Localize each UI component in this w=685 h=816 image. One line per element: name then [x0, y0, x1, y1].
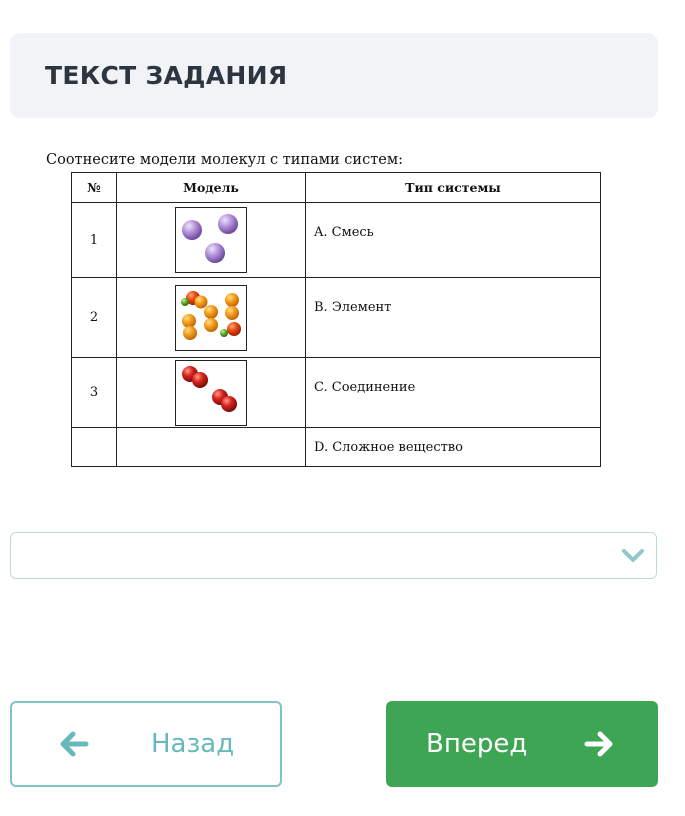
chevron-down-icon[interactable] — [620, 546, 646, 566]
task-content — [10, 140, 658, 480]
column-header-model: Модель — [117, 173, 306, 203]
column-header-number: № — [72, 173, 117, 203]
table-row — [72, 203, 601, 278]
model-cell — [117, 428, 306, 467]
type-cell — [306, 428, 601, 467]
table-row — [72, 278, 601, 358]
type-cell — [306, 278, 601, 358]
table-row — [72, 428, 601, 467]
task-header — [10, 33, 658, 118]
mixed-molecules-model-icon — [175, 285, 247, 351]
arrow-left-icon — [59, 731, 89, 757]
type-option-c: C. Соединение — [314, 380, 416, 395]
type-option-a: A. Смесь — [314, 225, 374, 240]
next-button[interactable] — [386, 701, 658, 787]
next-button-label: Вперед — [426, 729, 528, 759]
type-cell — [306, 203, 601, 278]
diatomic-molecules-model-icon — [175, 360, 247, 426]
type-option-b: B. Элемент — [314, 300, 392, 315]
model-cell — [117, 358, 306, 428]
arrow-right-icon — [584, 731, 614, 757]
row-number: 2 — [72, 278, 117, 358]
row-number: 1 — [72, 203, 117, 278]
column-header-type: Тип системы — [306, 173, 601, 203]
back-button-label: Назад — [151, 729, 235, 759]
model-cell — [117, 203, 306, 278]
task-header-title: ТЕКСТ ЗАДАНИЯ — [45, 61, 288, 90]
table-row — [72, 358, 601, 428]
row-number — [72, 428, 117, 467]
row-number: 3 — [72, 358, 117, 428]
type-cell — [306, 358, 601, 428]
three-atoms-model-icon — [175, 207, 247, 273]
matching-table — [71, 172, 601, 467]
answer-select[interactable] — [10, 532, 657, 579]
table-header-row — [72, 173, 601, 203]
model-cell — [117, 278, 306, 358]
type-option-d: D. Сложное вещество — [314, 440, 463, 455]
back-button[interactable] — [10, 701, 282, 787]
task-instruction: Соотнесите модели молекул с типами систем: — [46, 152, 403, 168]
